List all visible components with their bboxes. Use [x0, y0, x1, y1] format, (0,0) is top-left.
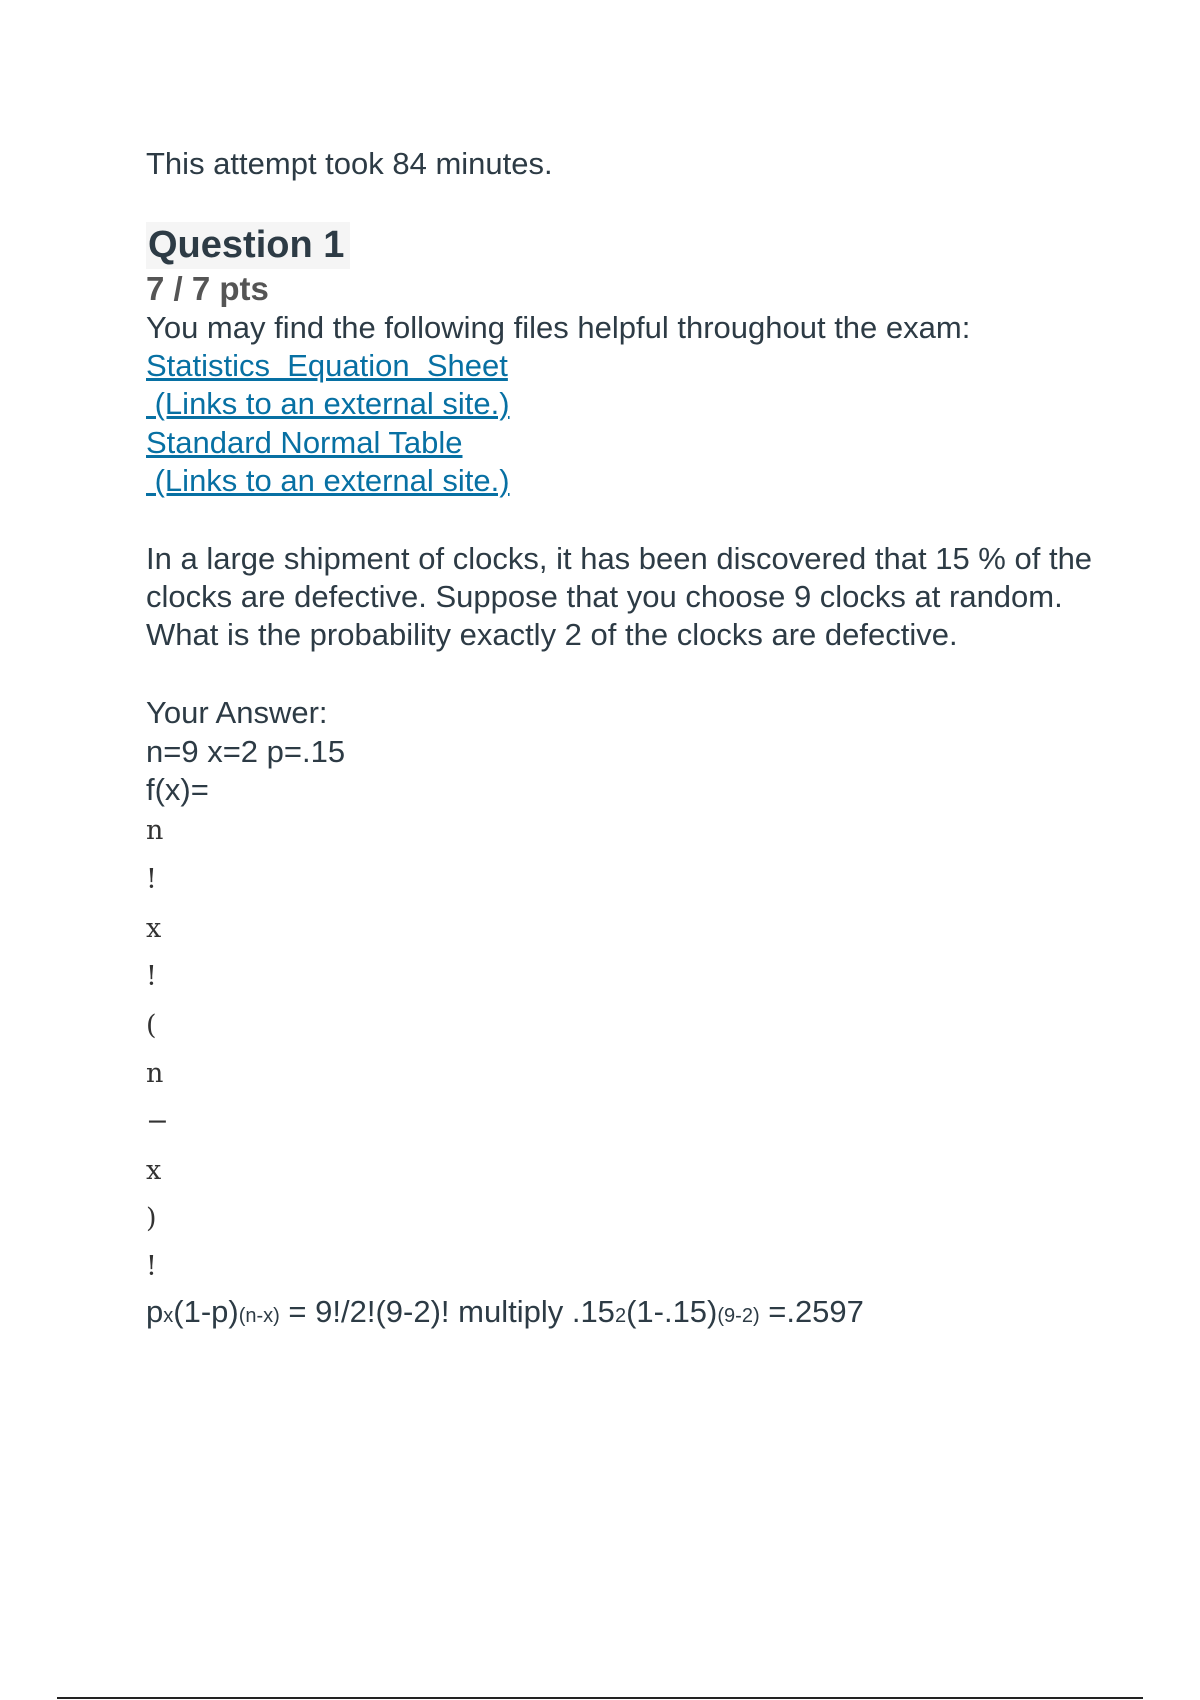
final-exponent-n-minus-x: (n-x) [238, 1305, 280, 1327]
final-exponent-x: x [163, 1305, 174, 1327]
formula-char: n [146, 1058, 164, 1089]
formula-char: ! [146, 1251, 157, 1282]
question-points: 7 / 7 pts [146, 270, 269, 307]
formula-char: x [146, 913, 162, 944]
question-intro: You may find the following files helpful throughout the exam: [146, 310, 971, 345]
final-result: =.2597 [759, 1294, 864, 1329]
final-computation: = 9!/2!(9-2)! multiply .15 [279, 1294, 615, 1329]
formula-char: x [146, 1155, 162, 1186]
final-exponent-9-minus-2: (9-2) [717, 1305, 760, 1327]
equation-sheet-link[interactable]: Statistics Equation Sheet [146, 348, 508, 383]
final-one-minus-15: (1-.15) [626, 1294, 718, 1329]
final-exponent-2: 2 [614, 1305, 627, 1327]
answer-final-line [146, 1294, 864, 1330]
final-p: p [146, 1294, 164, 1329]
question-title: Question 1 [146, 222, 350, 269]
attempt-duration: This attempt took 84 minutes. [146, 146, 553, 181]
formula-char: ! [146, 961, 157, 992]
formula-char: ) [146, 1203, 157, 1234]
formula-char: n [146, 815, 164, 846]
answer-given-values: n=9 x=2 p=.15 [146, 734, 346, 769]
normal-table-link[interactable]: Standard Normal Table [146, 425, 463, 460]
formula-char: − [146, 1106, 169, 1137]
bottom-divider [57, 1697, 1143, 1699]
external-site-link-2[interactable]: (Links to an external site.) [146, 463, 510, 498]
formula-char: ! [146, 864, 157, 895]
answer-f-label: f(x)= [146, 772, 209, 807]
final-one-minus-p: (1-p) [173, 1294, 239, 1329]
question-text: In a large shipment of clocks, it has been discovered that 15 % of the clocks are defective. Suppose that you choose 9 clocks at random. What is the probability exactly 2 of the clocks are defective. [146, 541, 1093, 652]
external-site-link-1[interactable]: (Links to an external site.) [146, 386, 510, 421]
formula-char: ( [146, 1010, 157, 1041]
answer-label: Your Answer: [146, 695, 328, 730]
